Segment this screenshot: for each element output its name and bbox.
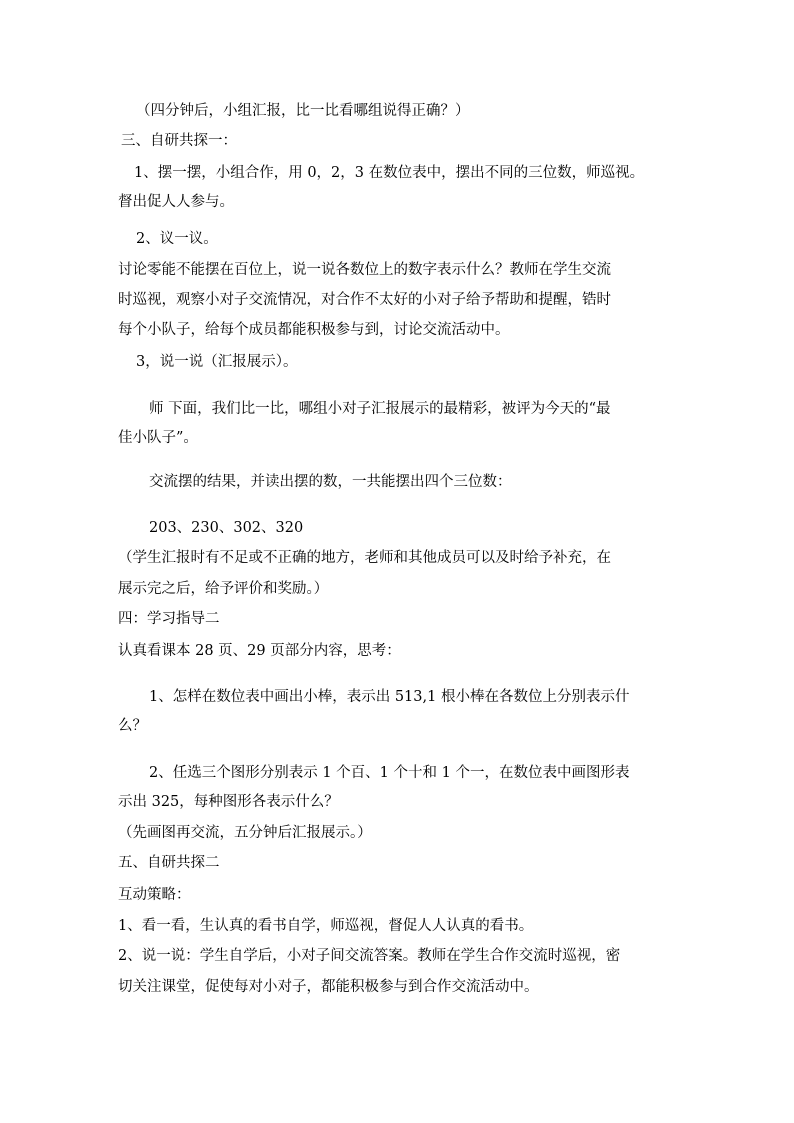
text-line-24: 互动策略： bbox=[118, 887, 191, 903]
section-heading-4: 四：学习指导二 bbox=[118, 611, 220, 627]
section-heading-3: 三、自研共探一： bbox=[121, 133, 237, 149]
text-line-27: 切关注课堂，促使每对小对子，都能积极参与到合作交流活动中。 bbox=[118, 979, 539, 995]
section-heading-5: 五、自研共探二 bbox=[118, 855, 220, 871]
text-line-5: 2、议一议。 bbox=[136, 231, 218, 247]
text-line-9: 3，说一说（汇报展示）。 bbox=[136, 354, 298, 370]
text-line-4: 督出促人人参与。 bbox=[118, 194, 234, 210]
text-line-22: （先画图再交流，五分钟后汇报展示。） bbox=[118, 825, 372, 841]
text-line-11: 佳小队子”。 bbox=[118, 430, 198, 446]
number-list: 203、230、302、320 bbox=[149, 520, 304, 536]
text-line-17: 认真看课本 28 页、29 页部分内容，思考： bbox=[118, 643, 401, 659]
text-line-25: 1、看一看，生认真的看书自学，师巡视，督促人人认真的看书。 bbox=[118, 918, 534, 934]
text-line-1: （四分钟后，小组汇报，比一比看哪组说得正确？） bbox=[136, 103, 470, 119]
text-line-7: 时巡视，观察小对子交流情况，对合作不太好的小对子给予帮助和提醒，锆时 bbox=[118, 292, 611, 308]
text-line-14: （学生汇报时有不足或不正确的地方，老师和其他成员可以及时给予补充，在 bbox=[118, 550, 611, 566]
text-line-8: 每个小队子，给每个成员都能积极参与到，讨论交流活动中。 bbox=[118, 322, 510, 338]
text-line-18: 1、怎样在数位表中画出小棒，表示出 513,1 根小棒在各数位上分别表示什 bbox=[149, 689, 630, 705]
text-line-15: 展示完之后，给予评价和奖励。） bbox=[118, 581, 329, 597]
text-line-12: 交流摆的结果，并读出摆的数，一共能摆出四个三位数： bbox=[149, 474, 512, 490]
text-line-3: 1、摆一摆，小组合作，用 0，2，3 在数位表中，摆出不同的三位数，师巡视。 bbox=[134, 165, 645, 181]
text-line-10: 师 下面，我们比一比，哪组小对子汇报展示的最精彩，被评为今天的“最 bbox=[149, 401, 611, 417]
text-line-21: 示出 325，每种图形各表示什么？ bbox=[118, 794, 339, 810]
text-line-20: 2、任选三个图形分别表示 1 个百、1 个十和 1 个一，在数位表中画图形表 bbox=[149, 765, 630, 781]
text-line-26: 2、说一说：学生自学后，小对子间交流答案。教师在学生合作交流时巡视，密 bbox=[118, 948, 621, 964]
text-line-19: 么？ bbox=[118, 718, 147, 734]
text-line-6: 讨论零能不能摆在百位上，说一说各数位上的数字表示什么？教师在学生交流 bbox=[118, 262, 611, 278]
